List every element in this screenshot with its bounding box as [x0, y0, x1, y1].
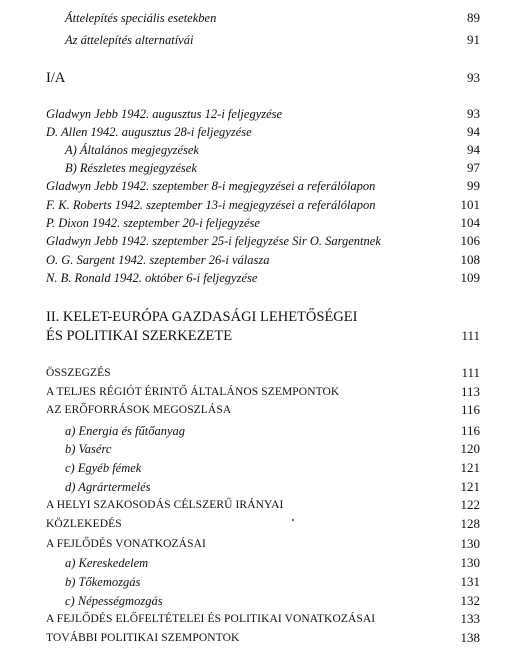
toc-entry-title: N. B. Ronald 1942. október 6-i feljegyzése	[46, 271, 258, 285]
toc-entry	[0, 9, 512, 27]
toc-entry-page: 130	[460, 555, 480, 570]
toc-entry-title: b) Vasérc	[65, 442, 112, 456]
toc-entry-page: 121	[460, 479, 480, 494]
toc-entry-page: 111	[461, 328, 480, 343]
toc-entry-title: a) Kereskedelem	[65, 556, 149, 570]
toc-entry	[0, 123, 512, 141]
toc-entry	[0, 251, 512, 269]
toc-entry-page: 94	[467, 124, 480, 139]
toc-entry-page: 108	[460, 252, 480, 267]
toc-entry-title: I/A	[46, 70, 66, 86]
scan-speck	[292, 519, 294, 521]
toc-entry-page: 121	[460, 460, 480, 475]
toc-entry-title: F. K. Roberts 1942. szeptember 13-i megjegyzései a referálólapon	[46, 198, 376, 212]
toc-entry-title: A TELJES RÉGIÓT ÉRINTŐ ÁLTALÁNOS SZEMPONTOK	[46, 386, 340, 398]
toc-entry	[0, 422, 512, 440]
toc-entry	[0, 196, 512, 214]
toc-entry-page: 93	[467, 70, 480, 85]
toc-entry-page: 109	[460, 270, 480, 285]
toc-entry-title: A HELYI SZAKOSODÁS CÉLSZERŰ IRÁNYAI	[46, 499, 284, 511]
toc-entry-page: 111	[461, 365, 480, 380]
toc-entry	[0, 327, 512, 345]
toc-entry-title: B) Részletes megjegyzések	[65, 161, 197, 175]
toc-entry-page: 130	[460, 536, 480, 551]
toc-entry-title: P. Dixon 1942. szeptember 20-i feljegyzése	[46, 216, 260, 230]
toc-entry-title: ÉS POLITIKAI SZERKEZETE	[46, 328, 233, 344]
toc-entry-title: Gladwyn Jebb 1942. szeptember 8-i megjegyzései a referálólapon	[46, 179, 376, 193]
toc-entry-title: c) Népességmozgás	[65, 594, 163, 608]
toc-entry-title: KÖZLEKEDÉS	[46, 518, 122, 530]
toc-entry	[0, 515, 512, 533]
toc-entry	[0, 269, 512, 287]
toc-entry	[0, 629, 512, 647]
toc-entry-page: 91	[467, 32, 480, 47]
toc-entry-title: AZ ERŐFORRÁSOK MEGOSZLÁSA	[46, 404, 232, 416]
toc-entry-page: 94	[467, 142, 480, 157]
toc-entry-page: 131	[460, 574, 480, 589]
toc-entry-page: 116	[460, 402, 480, 417]
toc-entry-page: 138	[460, 630, 480, 645]
toc-entry-page: 122	[460, 497, 480, 512]
toc-entry	[0, 496, 512, 514]
toc-entry-title: d) Agrártermelés	[65, 480, 151, 494]
toc-entry-page: 97	[467, 160, 480, 175]
toc-entry-page: 106	[460, 233, 480, 248]
toc-entry-page: 128	[460, 516, 480, 531]
toc-entry-page: 101	[460, 197, 480, 212]
toc-entry-title: b) Tőkemozgás	[65, 575, 141, 589]
toc-entry-title: D. Allen 1942. augusztus 28-i feljegyzése	[46, 125, 252, 139]
toc-entry-page: 132	[460, 593, 480, 608]
toc-entry-page: 133	[460, 611, 480, 626]
toc-entry-title: a) Energia és fűtőanyag	[65, 424, 186, 438]
toc-entry	[0, 69, 512, 87]
toc-entry	[0, 592, 512, 610]
toc-entry-title: Áttelepítés speciális esetekben	[65, 11, 217, 25]
toc-entry-page: 93	[467, 106, 480, 121]
toc-entry	[0, 364, 512, 382]
toc-entry-title: Az áttelepítés alternatívái	[65, 33, 194, 47]
toc-entry	[0, 214, 512, 232]
toc-entry-page: 89	[467, 10, 480, 25]
toc-entry-page: 116	[460, 423, 480, 438]
toc-entry	[0, 383, 512, 401]
toc-entry-page: 120	[460, 441, 480, 456]
toc-entry-title: c) Egyéb fémek	[65, 461, 142, 475]
toc-entry-page: 113	[460, 384, 480, 399]
toc-entry-title: Gladwyn Jebb 1942. augusztus 12-i feljegyzése	[46, 107, 283, 121]
toc-entry	[0, 478, 512, 496]
toc-entry	[0, 159, 512, 177]
toc-entry	[0, 610, 512, 628]
toc-entry	[0, 440, 512, 458]
toc-entry	[0, 573, 512, 591]
toc-entry-title: A FEJLŐDÉS ELŐFELTÉTELEI ÉS POLITIKAI VONATKOZÁSAI	[46, 613, 376, 625]
toc-entry-title: A) Általános megjegyzések	[65, 143, 199, 157]
toc-entry-title: TOVÁBBI POLITIKAI SZEMPONTOK	[46, 632, 240, 644]
toc-entry	[0, 459, 512, 477]
toc-entry	[0, 105, 512, 123]
toc-entry-title: Gladwyn Jebb 1942. szeptember 25-i feljegyzése Sir O. Sargentnek	[46, 234, 381, 248]
toc-entry-title: II. KELET-EURÓPA GAZDASÁGI LEHETŐSÉGEI	[46, 309, 358, 325]
toc-entry-page: 99	[467, 178, 480, 193]
toc-entry-page: 104	[460, 215, 480, 230]
toc-entry	[0, 554, 512, 572]
toc-entry	[0, 141, 512, 159]
toc-entry	[0, 232, 512, 250]
toc-entry-title: A FEJLŐDÉS VONATKOZÁSAI	[46, 538, 206, 550]
toc-entry	[0, 535, 512, 553]
toc-entry	[0, 177, 512, 195]
toc-entry	[0, 31, 512, 49]
toc-entry-title: O. G. Sargent 1942. szeptember 26-i válasza	[46, 253, 270, 267]
toc-entry	[0, 401, 512, 419]
toc-entry	[0, 308, 512, 326]
toc-entry-title: ÖSSZEGZÉS	[46, 367, 111, 379]
